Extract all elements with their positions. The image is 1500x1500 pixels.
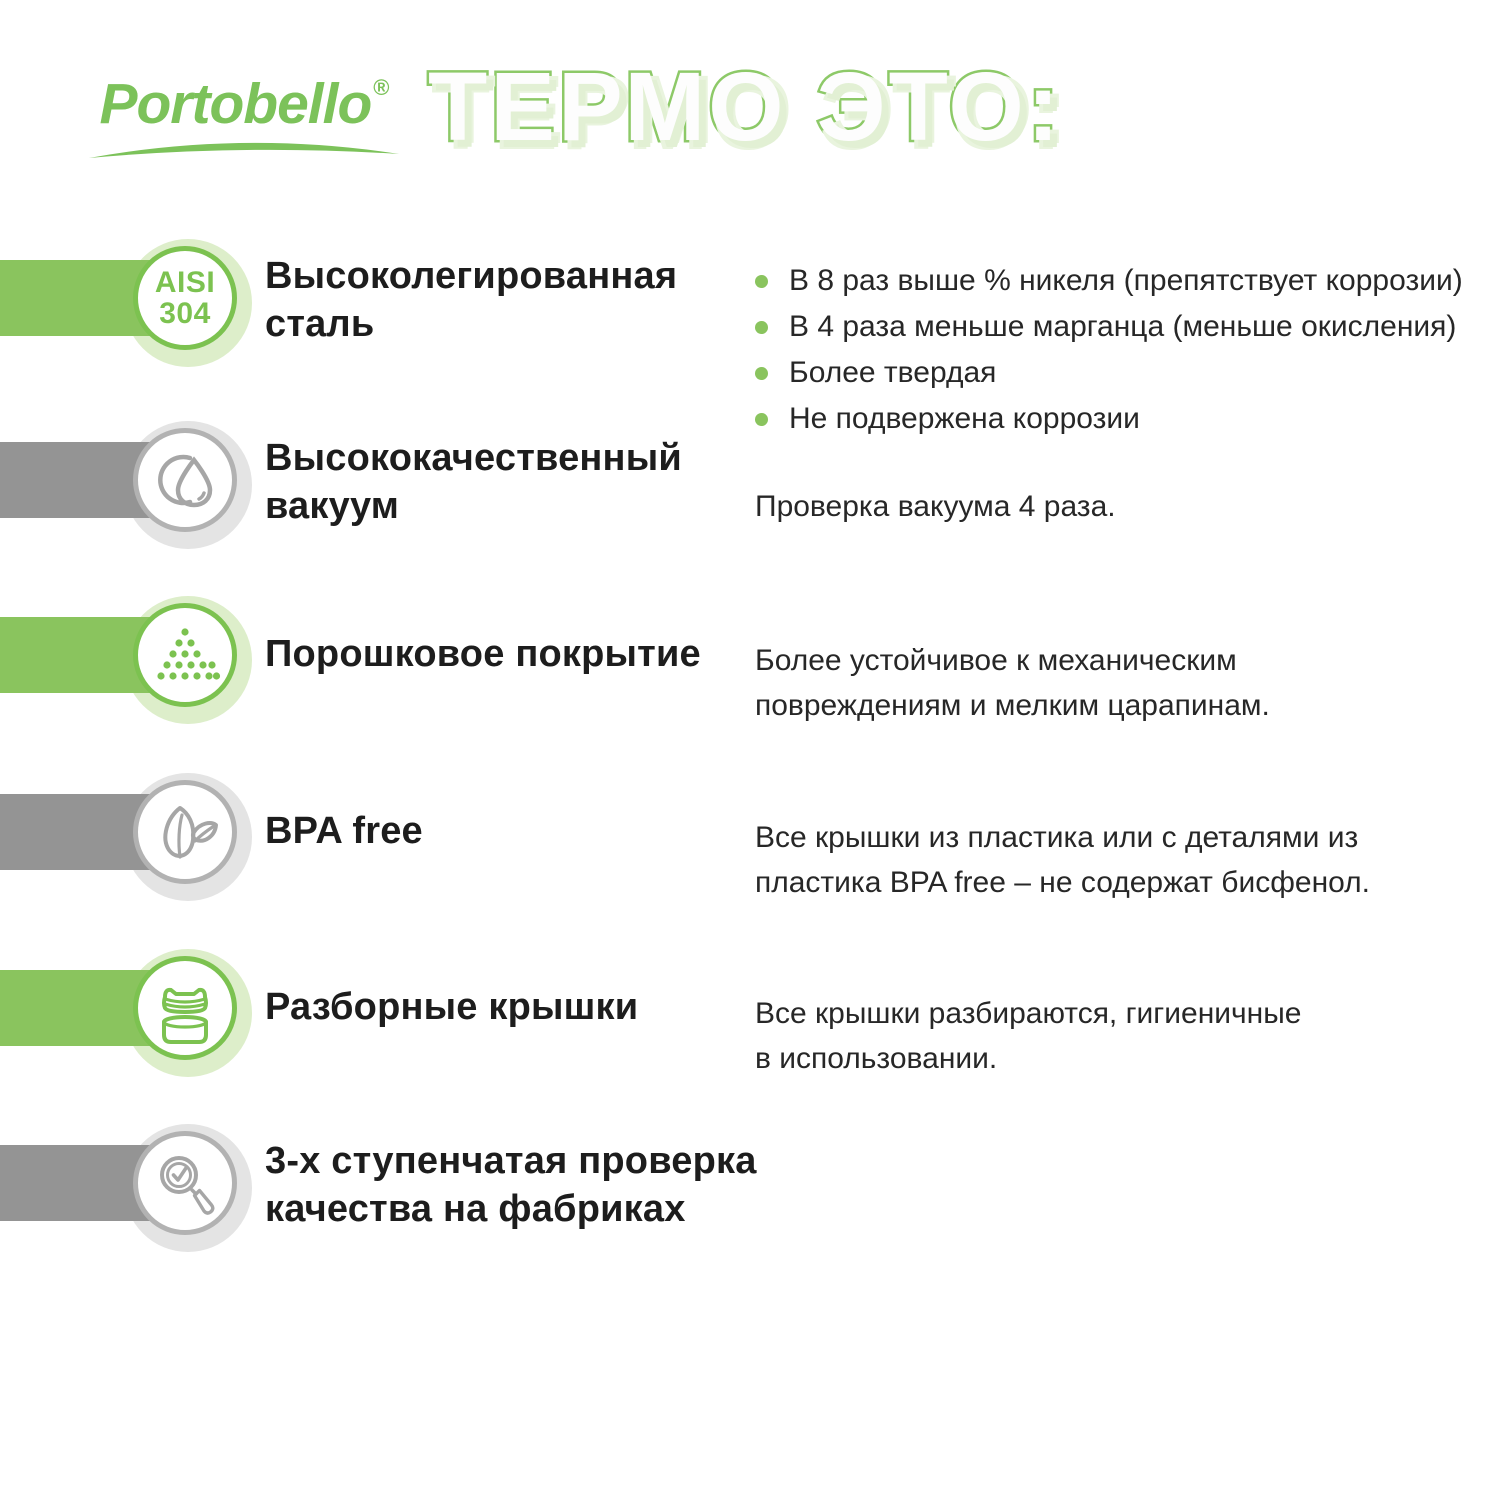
magnifier-check-icon xyxy=(149,1147,221,1219)
bullet-item: В 8 раз выше % никеля (препятствует коррозии) xyxy=(755,258,1463,304)
feature-title: Высококачественный вакуум xyxy=(265,437,682,527)
logo-swoosh xyxy=(85,136,403,162)
icon-circle xyxy=(133,1131,237,1235)
bullet-item: Не подвержена коррозии xyxy=(755,396,1463,442)
feature-description: Все крышки разбираются, гигиеничные в использовании. xyxy=(755,997,1302,1075)
portobello-logo xyxy=(85,58,403,162)
bullet-dot-icon xyxy=(755,413,768,426)
feature-description: Проверка вакуума 4 раза. xyxy=(755,490,1116,523)
feature-description: Более устойчивое к механическим повреждениям и мелким царапинам. xyxy=(755,644,1270,722)
feature-title: Разборные крышки xyxy=(265,986,639,1028)
lid-parts-icon xyxy=(149,972,221,1044)
icon-circle xyxy=(133,603,237,707)
feature-title: Высоколегированная сталь xyxy=(265,255,678,345)
powder-dots-icon xyxy=(149,619,221,691)
bullet-dot-icon xyxy=(755,275,768,288)
aisi-304-badge: AISI 304 xyxy=(154,266,216,330)
bullet-item: Более твердая xyxy=(755,350,1463,396)
bullet-dot-icon xyxy=(755,367,768,380)
feature-title: 3-х ступенчатая проверка качества на фабриках xyxy=(265,1140,757,1230)
leaf-icon xyxy=(149,796,221,868)
icon-circle xyxy=(133,780,237,884)
bullet-dot-icon xyxy=(755,321,768,334)
logo-wordmark xyxy=(85,58,403,134)
feature-bullets xyxy=(755,258,1463,442)
feature-description: Все крышки из пластика или с деталями из пластика BPA free – не содержат бисфенол. xyxy=(755,821,1370,899)
bullet-item: В 4 раза меньше марганца (меньше окисления) xyxy=(755,304,1463,350)
page-title: ТЕРМО ЭТО: xyxy=(428,52,1063,161)
water-drop-icon xyxy=(149,444,221,516)
logo-brand-name: Portobello xyxy=(99,72,372,136)
feature-title: Порошковое покрытие xyxy=(265,633,701,675)
registered-mark: ® xyxy=(373,75,389,100)
icon-circle xyxy=(133,956,237,1060)
feature-title: BPA free xyxy=(265,810,423,852)
icon-circle xyxy=(133,428,237,532)
icon-circle xyxy=(133,246,237,350)
